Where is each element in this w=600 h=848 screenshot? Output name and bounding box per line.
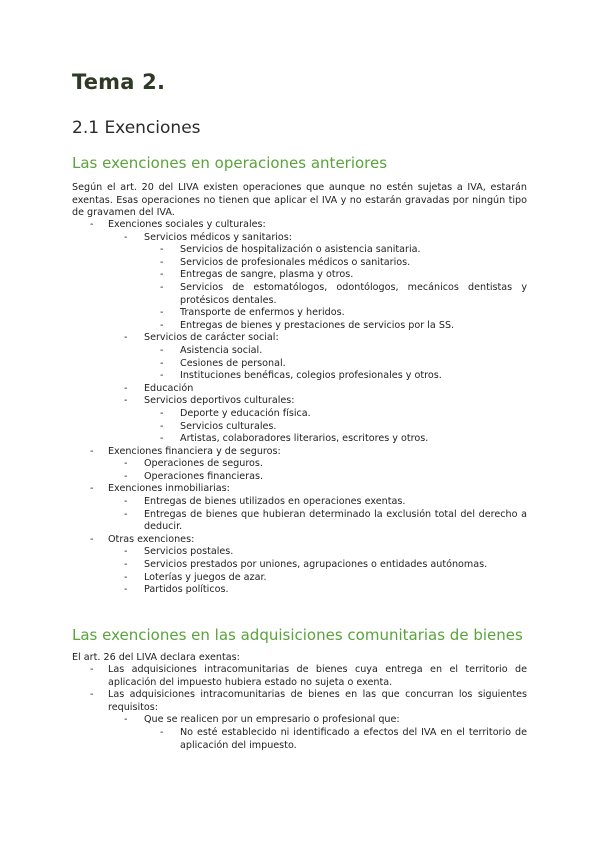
list-item-text: Otras exenciones: (108, 533, 195, 545)
list-item (144, 383, 527, 396)
list-item-text: Operaciones de seguros. (144, 458, 263, 470)
list-item (180, 433, 527, 446)
list-item (144, 332, 527, 382)
list-item-text: Educación (144, 382, 194, 394)
list-item-text: Cesiones de personal. (180, 357, 286, 369)
nested-list (144, 727, 527, 752)
section-heading: 2.1 Exenciones (72, 118, 201, 138)
list-item-text: Deporte y educación física. (180, 407, 311, 419)
list-item (144, 395, 527, 445)
list-item-text: Las adquisiciones intracomunitarias de bienes en las que concurran los siguientes requisitos: (108, 689, 527, 713)
list-item-text: Partidos políticos. (144, 584, 229, 596)
list-item-text: Servicios culturales. (180, 420, 277, 432)
list-item (180, 408, 527, 421)
list-item-text: Servicios médicos y sanitarios: (144, 231, 293, 243)
intro-paragraph-2: El art. 26 del LIVA declara exentas: (72, 652, 240, 663)
list-item (72, 664, 527, 689)
list-item-text: Loterías y juegos de azar. (144, 571, 267, 583)
list-item-text: Servicios deportivos culturales: (144, 395, 295, 407)
list-item-text: Las adquisiciones intracomunitarias de bienes cuya entrega en el territorio de aplicación del impuesto hubiera estado no sujeta o exenta. (108, 664, 527, 688)
list-item (180, 358, 527, 371)
list-item-text: Artistas, colaboradores literarios, escritores y otros. (180, 433, 429, 445)
list-item (72, 219, 527, 446)
list-item-text: Servicios de carácter social: (144, 332, 279, 344)
list-item (144, 496, 527, 509)
list-item-text: Entregas de bienes que hubieran determinado la exclusión total del derecho a deducir. (144, 508, 527, 533)
list-item-text: Entregas de sangre, plasma y otros. (180, 269, 354, 281)
list-item (72, 446, 527, 484)
list-item-text: No esté establecido ni identificado a efectos del IVA en el territorio de aplicación del impuesto. (180, 726, 527, 751)
exemptions-list (72, 219, 527, 597)
nested-list (144, 244, 527, 332)
list-item (180, 727, 527, 752)
list-item (144, 471, 527, 484)
list-item (144, 584, 527, 597)
list-item-text: Servicios postales. (144, 546, 234, 558)
intro-paragraph-1: Según el art. 20 del LIVA existen operaciones que aunque no estén sujetas a IVA, estarán exentas. Esas operaciones no tienen que aplicar el IVA y no estarán gravadas por ningún tipo de gravamen del IVA. (72, 182, 527, 218)
list-item (180, 282, 527, 307)
list-item (144, 232, 527, 333)
list-item (144, 458, 527, 471)
list-item (180, 320, 527, 333)
list-item-text: Entregas de bienes utilizados en operaciones exentas. (144, 496, 406, 508)
page-title: Tema 2. (72, 70, 166, 94)
list-item (180, 421, 527, 434)
nested-list (144, 408, 527, 446)
list-item (144, 559, 527, 572)
subsection-heading-2: Las exenciones en las adquisiciones comunitarias de bienes (72, 626, 523, 644)
list-item (144, 509, 527, 534)
list-item (144, 572, 527, 585)
list-item (144, 546, 527, 559)
list-item-text: Que se realicen por un empresario o profesional que: (144, 714, 400, 726)
list-item-text: Exenciones inmobiliarias: (108, 483, 230, 495)
list-item-text: Instituciones benéficas, colegios profesionales y otros. (180, 370, 442, 382)
nested-list (108, 232, 527, 446)
nested-list (108, 458, 527, 483)
list-item-text: Servicios de hospitalización o asistencia sanitaria. (180, 244, 421, 256)
list-item-text: Servicios prestados por uniones, agrupaciones o entidades autónomas. (144, 559, 488, 571)
list-item-text: Entregas de bienes y prestaciones de servicios por la SS. (180, 319, 455, 331)
nested-list (108, 496, 527, 534)
subsection-heading-1: Las exenciones en operaciones anteriores (72, 154, 388, 172)
list-item-text: Exenciones sociales y culturales: (108, 219, 266, 230)
list-item (144, 714, 527, 752)
list-item-text: Transporte de enfermos y heridos. (180, 307, 345, 319)
nested-list (108, 714, 527, 752)
nested-list (108, 546, 527, 596)
list-item-text: Servicios de estomatólogos, odontólogos, mecánicos dentistas y protésicos dentales. (180, 281, 527, 306)
list-item (180, 269, 527, 282)
list-item (72, 483, 527, 533)
list-item-text: Operaciones financieras. (144, 470, 264, 482)
list-item (180, 345, 527, 358)
list-item (180, 370, 527, 383)
list-item-text: Servicios de profesionales médicos o sanitarios. (180, 256, 411, 268)
list-item (180, 244, 527, 257)
list-item (72, 534, 527, 597)
nested-list (144, 345, 527, 383)
list-item-text: Asistencia social. (180, 344, 263, 356)
list-item (180, 257, 527, 270)
list-item (180, 307, 527, 320)
list-item (72, 689, 527, 752)
list-item-text: Exenciones financiera y de seguros: (108, 445, 281, 457)
acquisitions-list (72, 664, 527, 752)
